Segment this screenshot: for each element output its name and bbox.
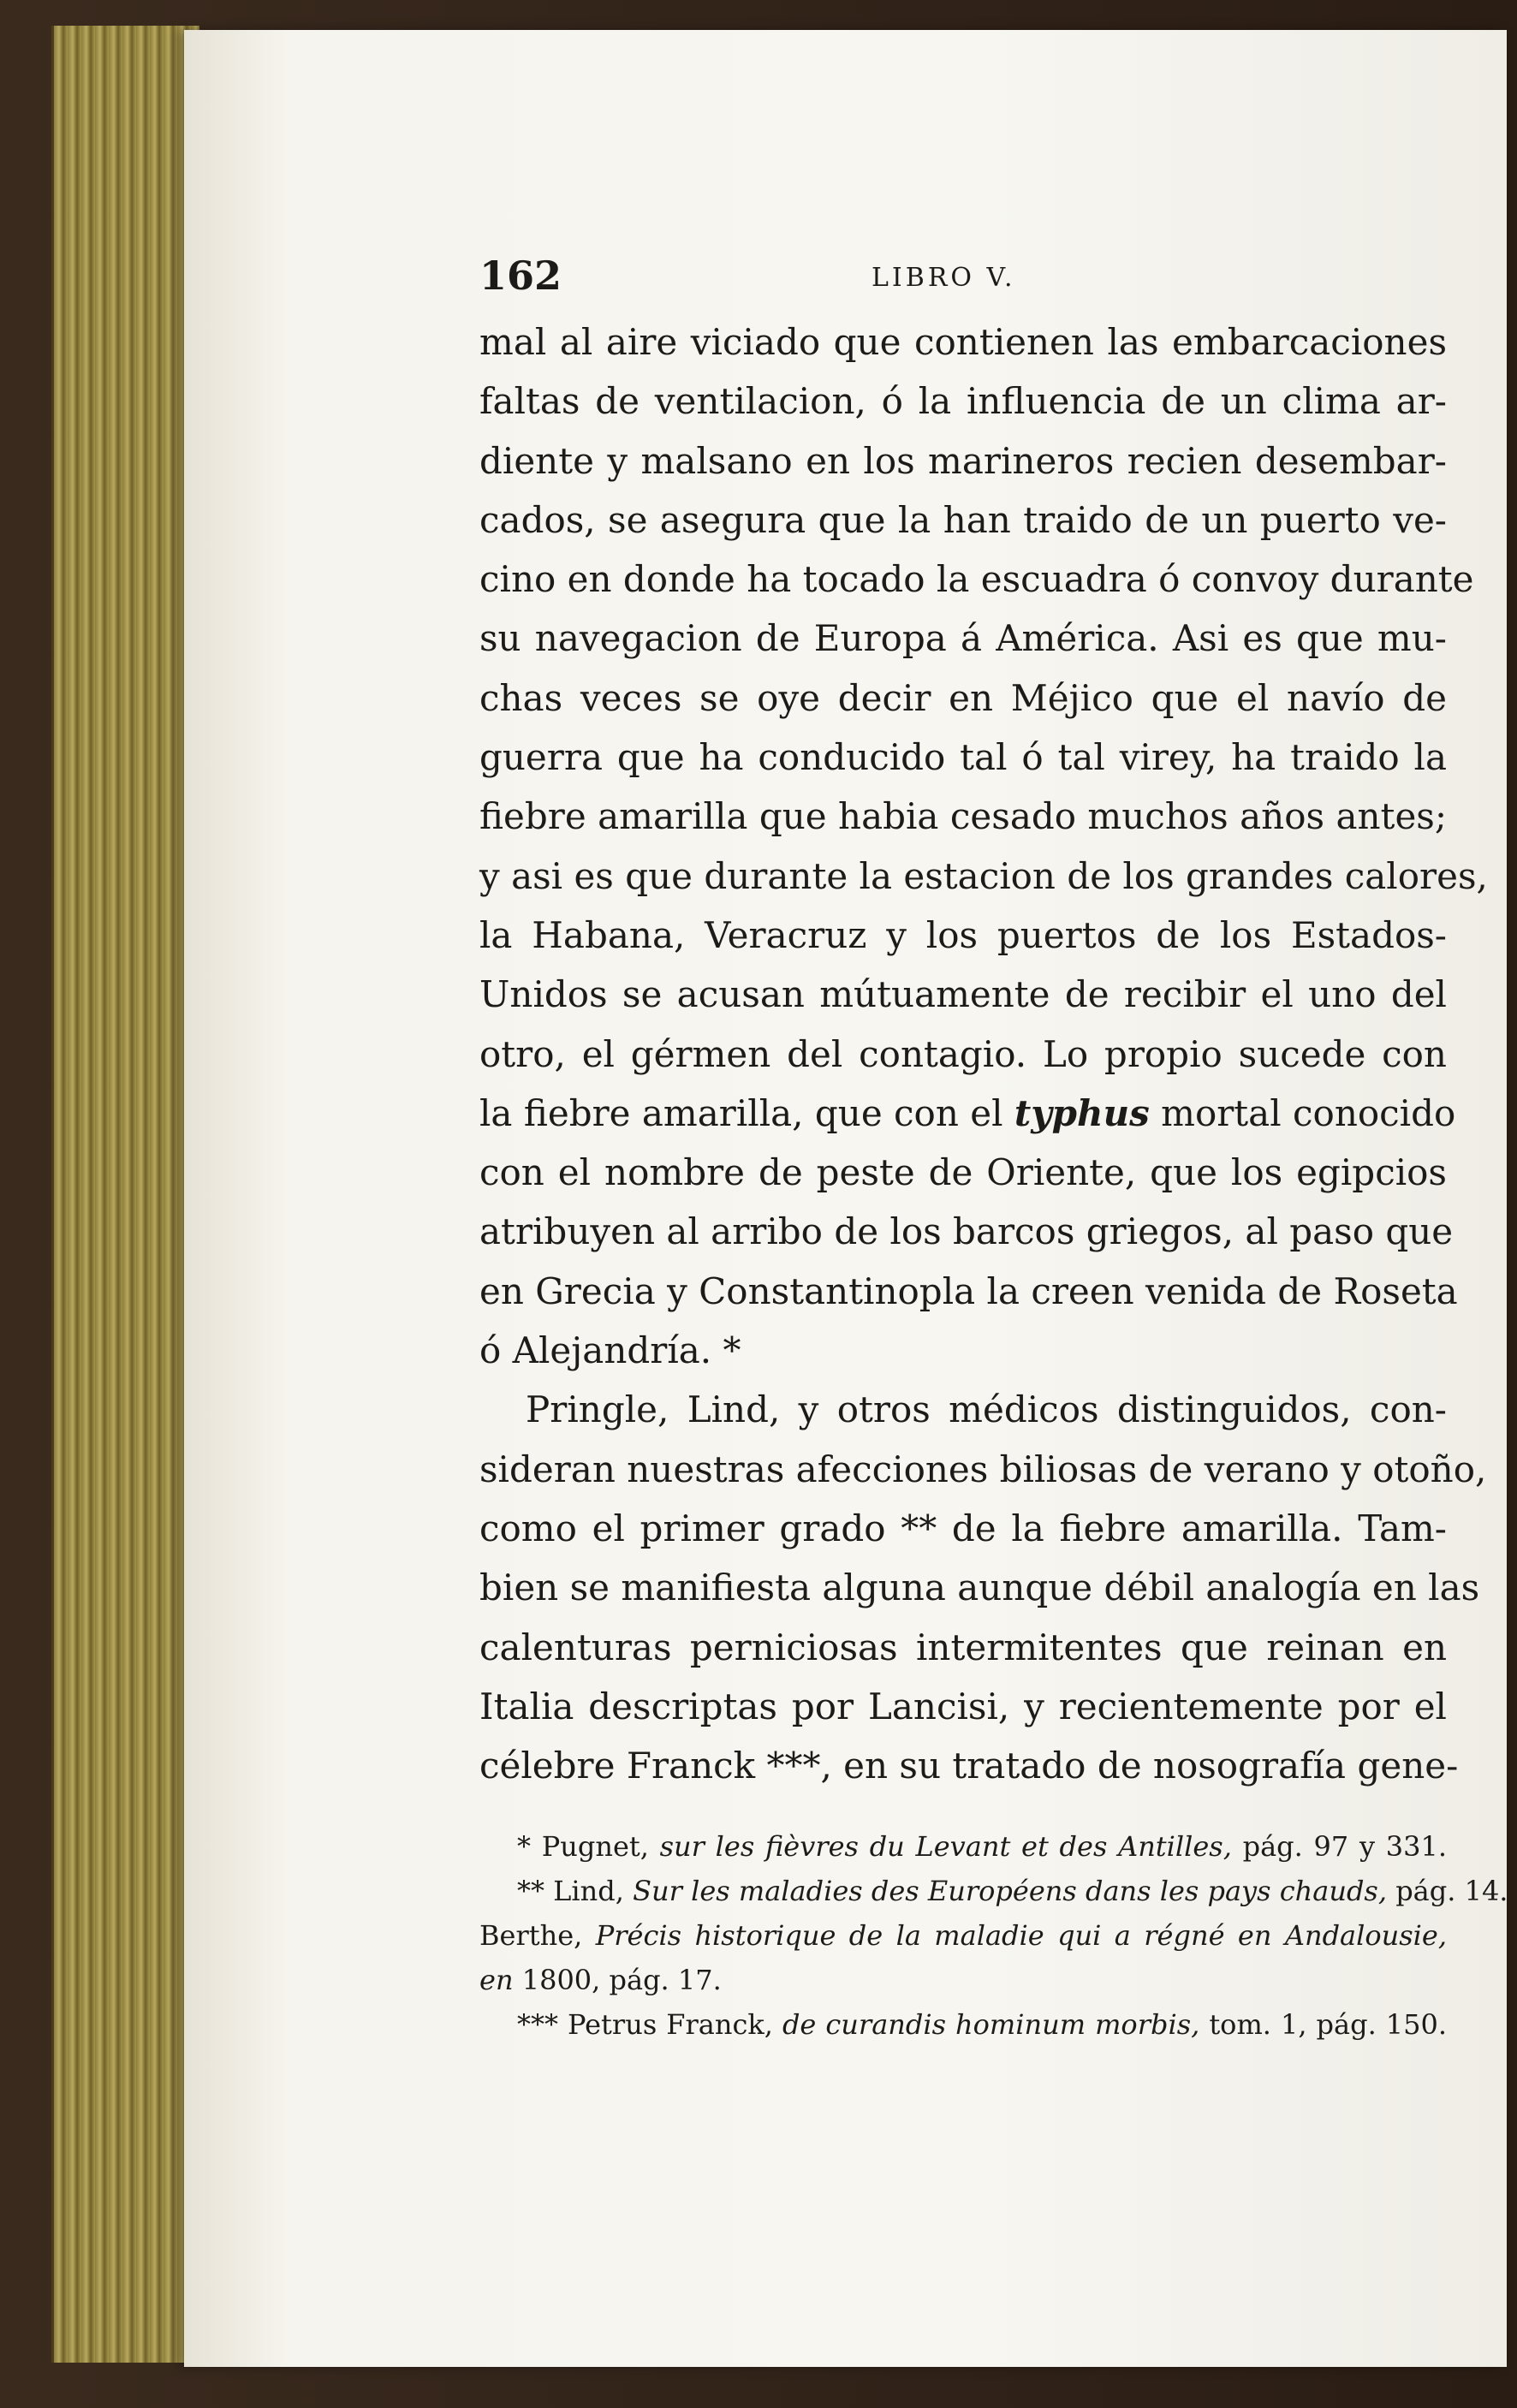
text-line: faltas de ventilacion, ó la influencia de un clima ar- [479, 380, 1447, 423]
footnote-2: ** Lind, Sur les maladies des Européens dans les pays chauds, pág. 14. [517, 1875, 1508, 1908]
text-line: calenturas perniciosas intermitentes que reinan en [479, 1626, 1447, 1668]
text-fragment: mortal conocido [1149, 1091, 1456, 1134]
text-line [479, 1084, 1456, 1143]
text-line: Italia descriptas por Lancisi, y recientemente por el [479, 1685, 1447, 1727]
text-line: diente y malsano en los marineros recien desembar- [479, 439, 1447, 482]
text-line: atribuyen al arribo de los barcos griegos, al paso que [479, 1210, 1454, 1253]
text-line: Unidos se acusan mútuamente de recibir el uno del [479, 973, 1447, 1016]
text-line: y asi es que durante la estacion de los grandes calores, [479, 854, 1488, 897]
footnote-1: * Pugnet, sur les fièvres du Levant et des Antilles, pág. 97 y 331. [517, 1830, 1448, 1864]
paragraph-end-line: ó Alejandría. * [479, 1329, 741, 1372]
text-fragment: la fiebre amarilla, que con el [479, 1091, 1014, 1134]
text-line: en Grecia y Constantinopla la creen venida de Roseta [479, 1269, 1458, 1312]
text-line: su navegacion de Europa á América. Asi es que mu- [479, 617, 1447, 660]
italic-term: typhus [1014, 1091, 1150, 1134]
text-line: célebre Franck ***, en su tratado de nosografía gene- [479, 1745, 1459, 1787]
page-number: 162 [479, 253, 562, 299]
page-header [479, 253, 1447, 312]
text-line: bien se manifiesta alguna aunque débil analogía en las [479, 1567, 1480, 1609]
text-line: cados, se asegura que la han traido de un puerto ve- [479, 498, 1447, 541]
footnote-3-continued: en 1800, pág. 17. [479, 1964, 722, 1997]
footnotes [479, 1824, 1508, 2047]
footnote-3: Berthe, Précis historique de la maladie qui a régné en Andalousie, [479, 1919, 1448, 1953]
paragraph-start-line: Pringle, Lind, y otros médicos distinguidos, con- [526, 1388, 1447, 1431]
text-line: sideran nuestras afecciones biliosas de verano y otoño, [479, 1448, 1487, 1490]
text-line: como el primer grado ** de la fiebre amarilla. Tam- [479, 1507, 1447, 1549]
page-edges [51, 26, 199, 2363]
text-line: con el nombre de peste de Oriente, que los egipcios [479, 1151, 1447, 1194]
running-head: LIBRO V. [872, 263, 1016, 293]
text-line: fiebre amarilla que habia cesado muchos años antes; [479, 795, 1447, 838]
page-content [479, 253, 1508, 2047]
text-line: otro, el gérmen del contagio. Lo propio sucede con [479, 1032, 1447, 1075]
text-line: cino en donde ha tocado la escuadra ó convoy durante [479, 558, 1474, 601]
body-text [479, 312, 1488, 1795]
text-line: mal al aire viciado que contienen las embarcaciones [479, 321, 1447, 363]
text-line: chas veces se oye decir en Méjico que el navío de [479, 676, 1447, 719]
text-line: guerra que ha conducido tal ó tal virey, ha traido la [479, 736, 1447, 779]
footnote-4: *** Petrus Franck, de curandis hominum morbis, tom. 1, pág. 150. [517, 2008, 1447, 2042]
text-line: la Habana, Veracruz y los puertos de los Estados- [479, 913, 1447, 956]
